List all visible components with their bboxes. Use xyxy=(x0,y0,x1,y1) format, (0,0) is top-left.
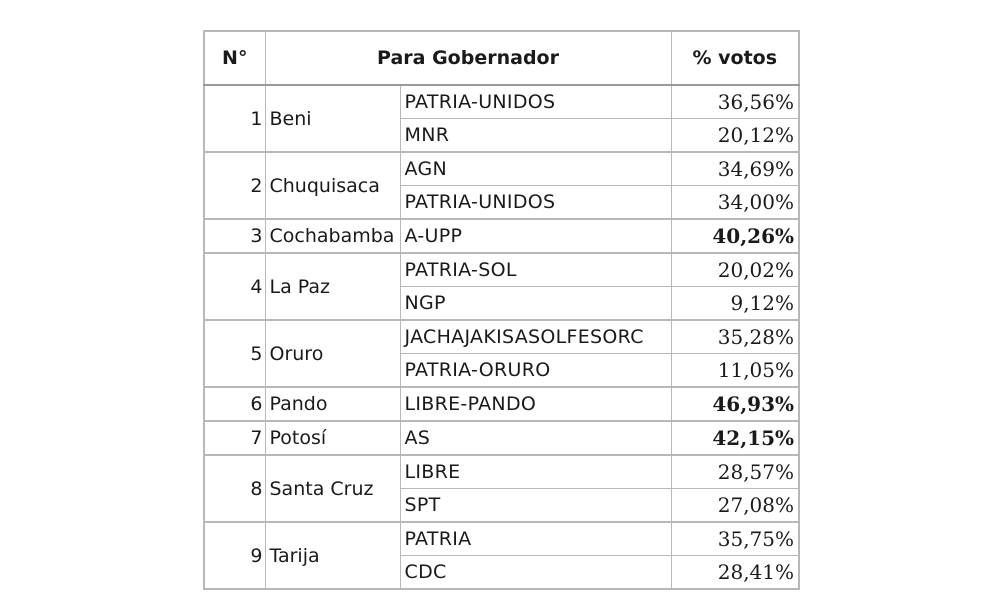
party-name: MNR xyxy=(400,119,671,153)
vote-percentage: 20,02% xyxy=(671,253,799,287)
party-name: SPT xyxy=(400,489,671,523)
row-number: 6 xyxy=(204,387,265,421)
party-name: JACHAJAKISASOLFESORC xyxy=(400,320,671,354)
header-number: N° xyxy=(204,31,265,85)
header-votes-percent: % votos xyxy=(671,31,799,85)
vote-percentage: 34,00% xyxy=(671,186,799,220)
table-body xyxy=(204,85,799,589)
department-name: Cochabamba xyxy=(265,219,400,253)
vote-percentage: 28,57% xyxy=(671,455,799,489)
row-number: 2 xyxy=(204,152,265,219)
department-name: Tarija xyxy=(265,522,400,589)
vote-percentage: 46,93% xyxy=(671,387,799,421)
row-number: 5 xyxy=(204,320,265,387)
vote-percentage: 9,12% xyxy=(671,287,799,321)
vote-percentage: 35,75% xyxy=(671,522,799,556)
party-name: CDC xyxy=(400,556,671,590)
vote-percentage: 11,05% xyxy=(671,354,799,388)
vote-percentage: 20,12% xyxy=(671,119,799,153)
party-name: PATRIA xyxy=(400,522,671,556)
department-name: Oruro xyxy=(265,320,400,387)
table-row xyxy=(204,421,799,455)
vote-percentage: 40,26% xyxy=(671,219,799,253)
party-name: PATRIA-UNIDOS xyxy=(400,85,671,119)
header-governor: Para Gobernador xyxy=(265,31,671,85)
vote-percentage: 34,69% xyxy=(671,152,799,186)
department-name: Beni xyxy=(265,85,400,152)
row-number: 7 xyxy=(204,421,265,455)
row-number: 3 xyxy=(204,219,265,253)
row-number: 9 xyxy=(204,522,265,589)
vote-percentage: 35,28% xyxy=(671,320,799,354)
party-name: PATRIA-UNIDOS xyxy=(400,186,671,220)
party-name: PATRIA-SOL xyxy=(400,253,671,287)
table-row xyxy=(204,85,799,119)
department-name: Santa Cruz xyxy=(265,455,400,522)
table-row xyxy=(204,253,799,287)
table-row xyxy=(204,387,799,421)
party-name: AGN xyxy=(400,152,671,186)
table-row xyxy=(204,455,799,489)
department-name: Chuquisaca xyxy=(265,152,400,219)
table-row xyxy=(204,320,799,354)
table-row xyxy=(204,219,799,253)
party-name: AS xyxy=(400,421,671,455)
vote-percentage: 28,41% xyxy=(671,556,799,590)
election-results-table xyxy=(203,30,800,590)
vote-percentage: 36,56% xyxy=(671,85,799,119)
department-name: La Paz xyxy=(265,253,400,320)
department-name: Potosí xyxy=(265,421,400,455)
department-name: Pando xyxy=(265,387,400,421)
table-header xyxy=(204,31,799,85)
party-name: NGP xyxy=(400,287,671,321)
party-name: LIBRE-PANDO xyxy=(400,387,671,421)
table-row xyxy=(204,522,799,556)
party-name: LIBRE xyxy=(400,455,671,489)
party-name: PATRIA-ORURO xyxy=(400,354,671,388)
row-number: 1 xyxy=(204,85,265,152)
row-number: 8 xyxy=(204,455,265,522)
header-row xyxy=(204,31,799,85)
vote-percentage: 42,15% xyxy=(671,421,799,455)
vote-percentage: 27,08% xyxy=(671,489,799,523)
table-row xyxy=(204,152,799,186)
party-name: A-UPP xyxy=(400,219,671,253)
row-number: 4 xyxy=(204,253,265,320)
